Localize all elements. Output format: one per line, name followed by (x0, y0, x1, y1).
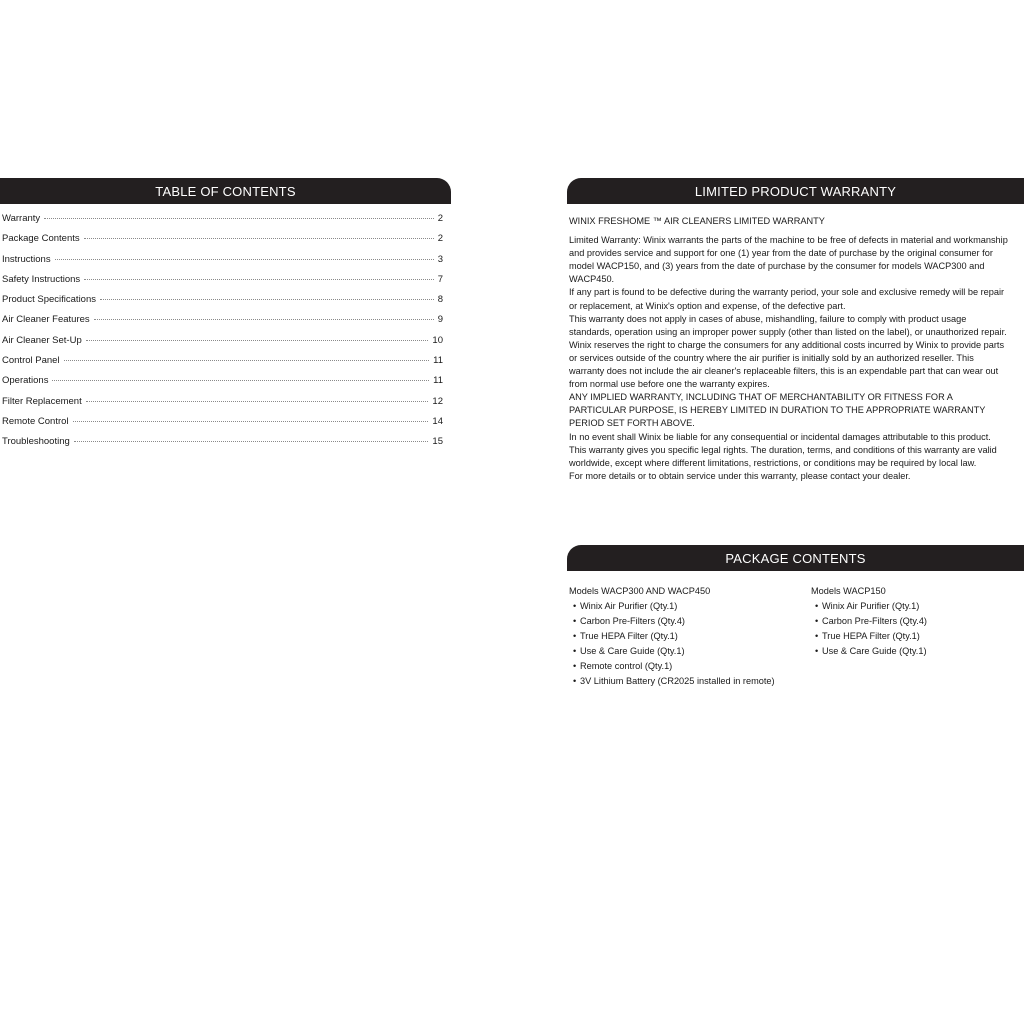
package-item-list (569, 599, 804, 689)
package-item-list (811, 599, 1011, 659)
toc-entry-label: Package Contents (2, 233, 80, 245)
bullet-icon: • (573, 601, 577, 611)
warranty-subtitle: WINIX FRESHOME ™ AIR CLEANERS LIMITED WARRANTY (569, 216, 825, 226)
toc-entry-control-panel (2, 355, 443, 375)
toc-entry-filter-replacement (2, 396, 443, 416)
toc-header (0, 178, 451, 204)
bullet-icon: • (573, 631, 577, 641)
package-item (811, 644, 1011, 659)
package-column-wacp150 (811, 584, 1011, 659)
package-item (569, 599, 804, 614)
toc-entry-label: Air Cleaner Set-Up (2, 334, 82, 346)
package-item (569, 644, 804, 659)
toc-entry-operations (2, 375, 443, 395)
toc-entry-page: 14 (432, 415, 443, 427)
dot-leader (86, 401, 429, 402)
package-item-label: Remote control (Qty.1) (580, 661, 673, 671)
toc-title: TABLE OF CONTENTS (155, 183, 296, 199)
package-column-heading: Models WACP150 (811, 586, 886, 596)
warranty-paragraph: This warranty gives you specific legal rights. The duration, terms, and conditions of this warranty are valid worldwide, except where different limitations, restrictions, or conditions may be required by local law. (569, 444, 997, 468)
toc-entry-page: 12 (432, 395, 443, 407)
package-item-label: True HEPA Filter (Qty.1) (822, 631, 920, 641)
package-item (811, 599, 1011, 614)
warranty-paragraph: ANY IMPLIED WARRANTY, INCLUDING THAT OF MERCHANTABILITY OR FITNESS FOR A PARTICULAR PURPOSE, IS HEREBY LIMITED IN DURATION TO THE APPROPRIATE WARRANTY PERIOD SET FORTH ABOVE. (569, 392, 986, 429)
toc-entry-label: Air Cleaner Features (2, 314, 90, 326)
package-header (567, 545, 1024, 571)
warranty-paragraph: Winix reserves the right to charge the consumers for any additional costs incurred by Winix to provide parts or services outside of the country where the air purifier is initially sold by an authorized reseller. This warranty does not include the air cleaner's replaceable filters, this is an expendable part that can wear out from normal use before one the warranty expires. (569, 339, 1005, 390)
toc-entry-page: 10 (432, 334, 443, 346)
package-column-wacp300-wacp450 (569, 584, 804, 689)
dot-leader (55, 259, 434, 260)
toc-entry-label: Remote Control (2, 415, 69, 427)
dot-leader (52, 380, 429, 381)
toc-entry-page: 11 (433, 375, 443, 387)
warranty-title: LIMITED PRODUCT WARRANTY (694, 183, 897, 199)
package-item (569, 614, 804, 629)
bullet-icon: • (573, 646, 577, 656)
package-item (811, 614, 1011, 629)
toc-entry-label: Warranty (2, 213, 41, 224)
package-column-heading: Models WACP300 AND WACP450 (569, 586, 711, 596)
package-item-label: Winix Air Purifier (Qty.1) (822, 601, 920, 611)
toc-entry-label: Instructions (2, 253, 51, 265)
toc-entry-page: 7 (437, 273, 443, 285)
dot-leader (73, 421, 429, 422)
dot-leader (74, 441, 429, 442)
toc-entry-page: 8 (437, 294, 443, 306)
toc-entry-label: Safety Instructions (2, 273, 81, 285)
toc-entry-page: 15 (432, 436, 443, 448)
package-item-label: 3V Lithium Battery (CR2025 installed in remote) (580, 676, 775, 686)
warranty-paragraph: This warranty does not apply in cases of abuse, mishandling, failure to comply with product usage standards, operation using an improper power supply (other than listed on the label), or unauthorized repair. (569, 313, 1007, 337)
toc-entry-safety-instructions (2, 274, 443, 294)
toc-entry-air-cleaner-set-up (2, 335, 443, 355)
toc-entry-label: Filter Replacement (2, 395, 82, 407)
bullet-icon: • (573, 676, 577, 686)
package-item-label: Carbon Pre-Filters (Qty.4) (822, 616, 927, 626)
toc-entry-label: Troubleshooting (2, 436, 70, 448)
bullet-icon: • (815, 646, 819, 656)
toc-entry-air-cleaner-features (2, 314, 443, 334)
package-item (569, 659, 804, 674)
bullet-icon: • (815, 616, 819, 626)
bullet-icon: • (815, 601, 819, 611)
bullet-icon: • (815, 631, 819, 641)
toc-entry-page: 11 (433, 355, 443, 367)
toc-entry-package-contents (2, 233, 443, 253)
dot-leader (100, 299, 434, 300)
package-item-label: Use & Care Guide (Qty.1) (822, 646, 927, 656)
toc-entry-remote-control (2, 416, 443, 436)
dot-leader (84, 279, 434, 280)
toc-entry-label: Product Specifications (2, 294, 96, 306)
warranty-paragraph: Limited Warranty: Winix warrants the parts of the machine to be free of defects in material and workmanship and provides service and support for one (1) year from the date of purchase by the original consumer for model WACP150, and (3) years from the date of purchase by the consumer for models WACP300 and WACP450. (569, 235, 1008, 285)
toc-entry-page: 2 (437, 233, 443, 245)
warranty-paragraph: For more details or to obtain service under this warranty, please contact your dealer. (569, 470, 911, 481)
package-title: PACKAGE CONTENTS (725, 550, 866, 566)
toc-entry-page: 9 (437, 314, 443, 326)
dot-leader (84, 238, 434, 239)
package-item-label: Carbon Pre-Filters (Qty.4) (580, 616, 685, 626)
toc-entry-page: 2 (437, 213, 443, 224)
toc-entry-page: 3 (437, 253, 443, 265)
dot-leader (86, 340, 429, 341)
package-item (569, 629, 804, 644)
toc-entry-label: Control Panel (2, 355, 60, 367)
warranty-header (567, 178, 1024, 204)
dot-leader (64, 360, 430, 361)
package-item (569, 674, 804, 689)
toc-entry-product-specifications (2, 294, 443, 314)
package-item-label: True HEPA Filter (Qty.1) (580, 631, 678, 641)
toc-entry-instructions (2, 254, 443, 274)
toc-entry-label: Operations (2, 375, 49, 387)
dot-leader (94, 319, 434, 320)
warranty-section (569, 215, 1009, 483)
toc-list (2, 213, 443, 457)
toc-entry-warranty (2, 213, 443, 233)
toc-entry-troubleshooting (2, 436, 443, 456)
package-item-label: Use & Care Guide (Qty.1) (580, 646, 685, 656)
dot-leader (44, 218, 434, 219)
bullet-icon: • (573, 661, 577, 671)
bullet-icon: • (573, 616, 577, 626)
warranty-body (569, 234, 1009, 483)
package-item-label: Winix Air Purifier (Qty.1) (580, 601, 678, 611)
warranty-paragraph: In no event shall Winix be liable for any consequential or incidental damages attributable to this product. (569, 431, 991, 442)
package-item (811, 629, 1011, 644)
warranty-paragraph: If any part is found to be defective during the warranty period, your sole and exclusive remedy will be repair or replacement, at Winix's option and expense, of the defective part. (569, 287, 1005, 311)
